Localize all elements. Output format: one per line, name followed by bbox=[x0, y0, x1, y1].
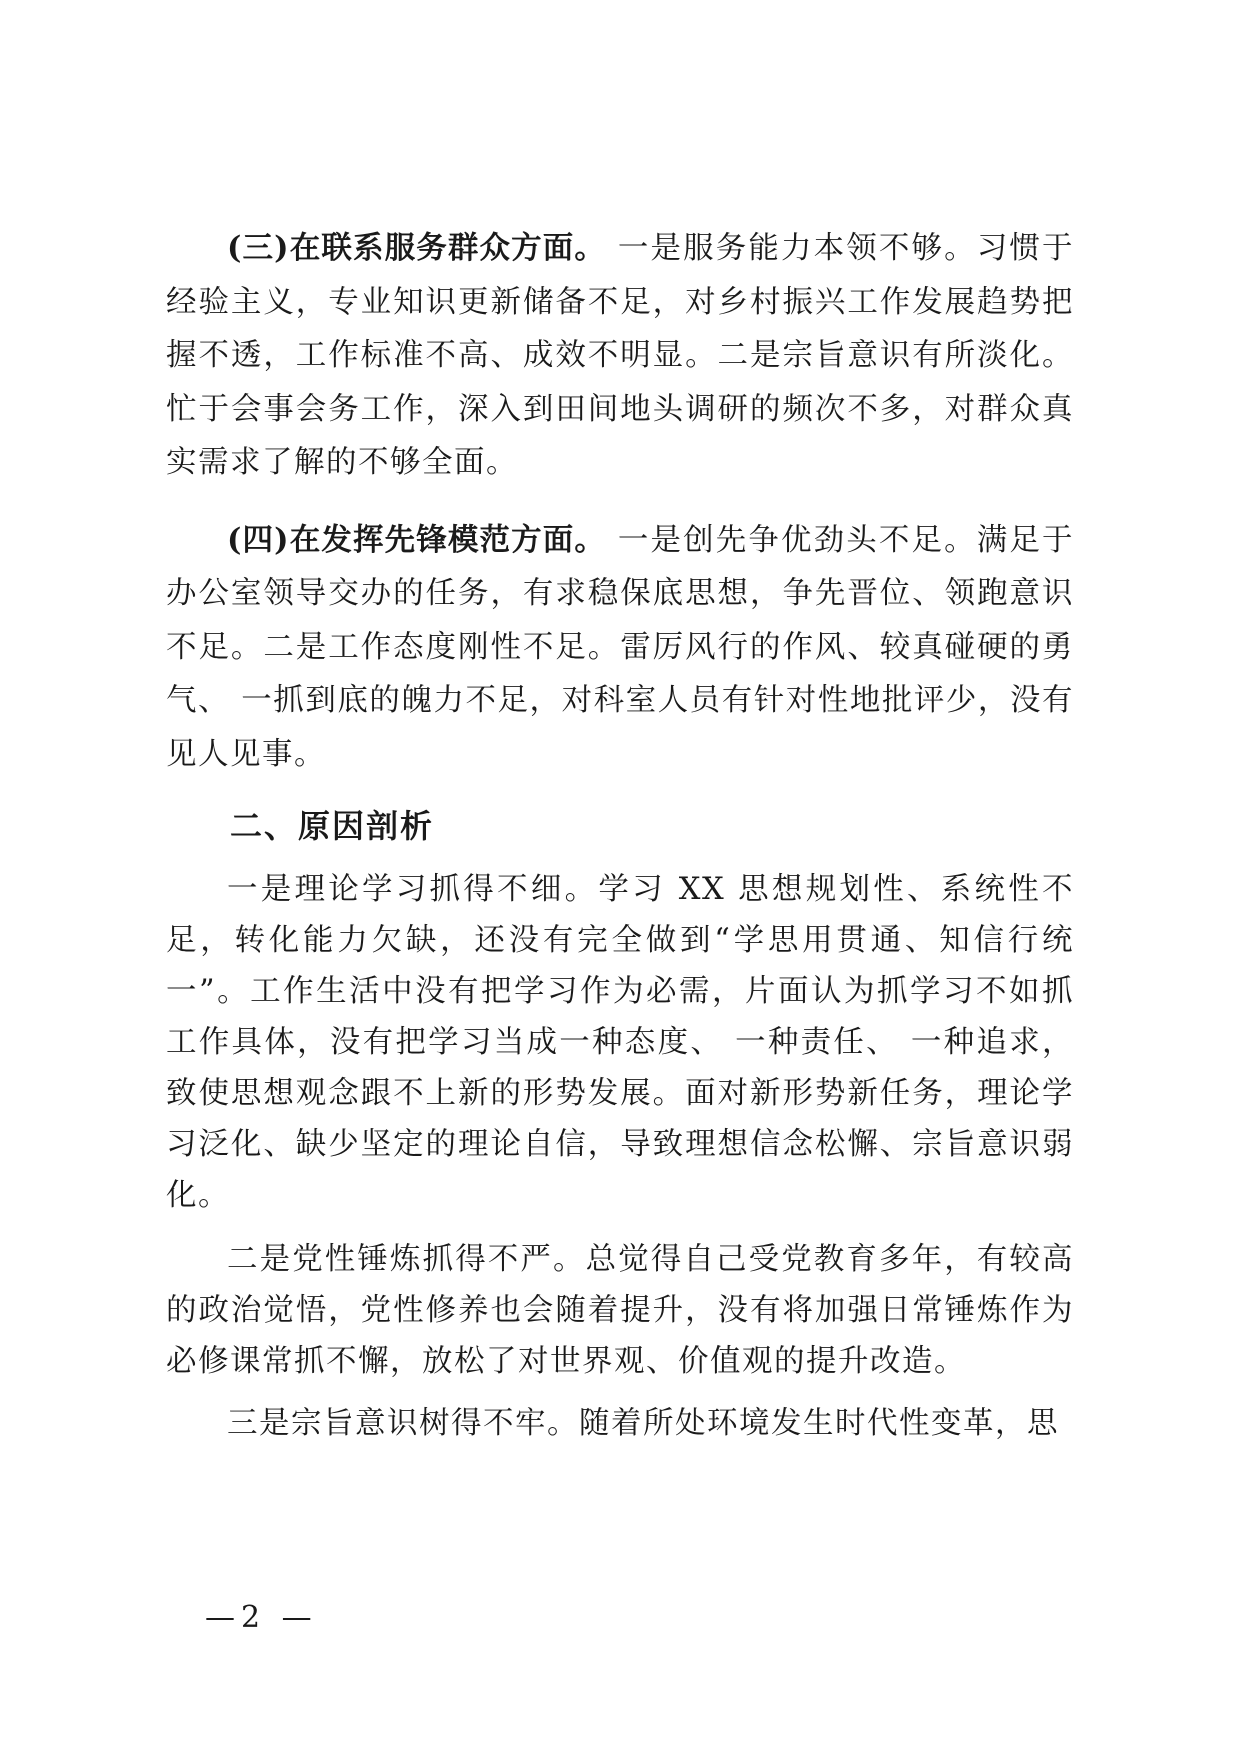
paragraph-vanguard-model bbox=[166, 514, 1074, 782]
paragraph-theory-study: 一是理论学习抓得不细。学习 XX 思想规划性、系统性不足，转化能力欠缺，还没有完全做到“学思用贯通、知信行统一”。工作生活中没有把学习作为必需，片面认为抓学习不如抓工作具体，没有把学习当成一种态度、 一种责任、 一种追求，致使思想观念跟不上新的形势发展。面对新形势新任务，理论学习泛化、缺少坚定的理论自信，导致理想信念松懈、宗旨意识弱化。 bbox=[166, 872, 1074, 1213]
paragraph-purpose-awareness: 三是宗旨意识树得不牢。随着所处环境发生时代性变革，思 bbox=[227, 1406, 1059, 1441]
paragraph-lead: (四)在发挥先锋模范方面。 bbox=[227, 521, 607, 558]
document-body bbox=[166, 222, 1074, 1449]
paragraph-party-spirit: 二是党性锤炼抓得不严。总觉得自己受党教育多年，有较高的政治觉悟，党性修养也会随着提升，没有将加强日常锤炼作为必修课常抓不懈，放松了对世界观、价值观的提升改造。 bbox=[166, 1242, 1074, 1379]
page-number: —2 — bbox=[205, 1600, 318, 1635]
paragraph-service-masses bbox=[166, 222, 1074, 490]
paragraph-text: 一是服务能力本领不够。习惯于经验主义，专业知识更新储备不足，对乡村振兴工作发展趋势把握不透，工作标准不高、成效不明显。二是宗旨意识有所淡化。忙于会事会务工作，深入到田间地头调研的频次不多，对群众真实需求了解的不够全面。 bbox=[166, 231, 1074, 480]
paragraph-text: 一是创先争优劲头不足。满足于办公室领导交办的任务，有求稳保底思想，争先晋位、领跑意识不足。二是工作态度刚性不足。雷厉风行的作风、较真碰硬的勇气、 一抓到底的魄力不足，对科室人员有针对性地批评少，没有见人见事。 bbox=[166, 522, 1074, 772]
paragraph-lead: (三)在联系服务群众方面。 bbox=[227, 230, 607, 266]
section-heading: 二、原因剖析 bbox=[230, 807, 435, 845]
